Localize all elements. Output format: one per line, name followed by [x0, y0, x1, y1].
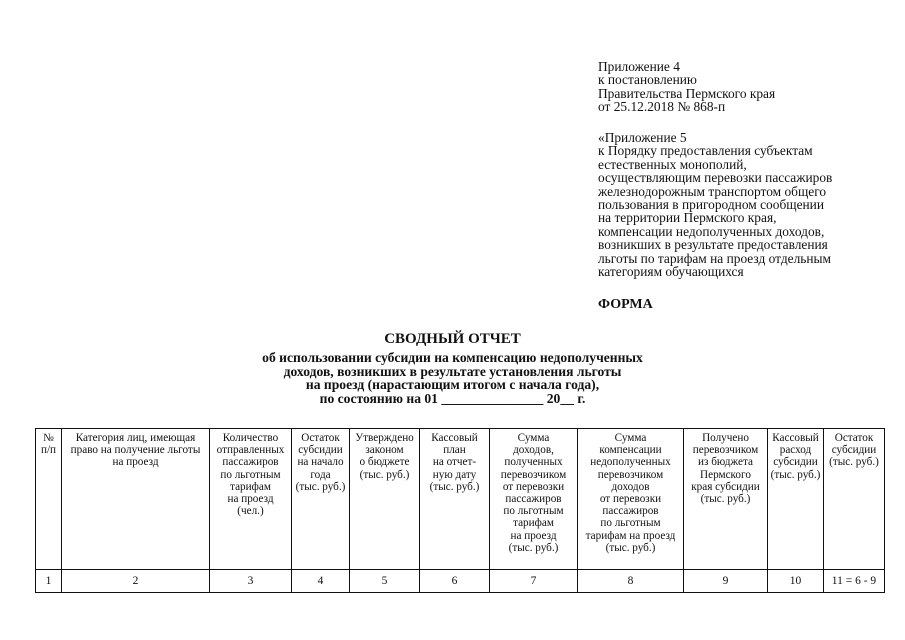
column-header-line: недополученных: [590, 456, 671, 469]
column-header-line: Утверждено: [355, 432, 414, 444]
column-header-line: о бюджете: [359, 456, 410, 469]
column-header-line: (тыс. руб.): [829, 456, 879, 469]
column-number: 9: [684, 570, 768, 593]
column-header-line: (тыс. руб.): [429, 480, 480, 493]
column-header-line: план: [443, 444, 466, 457]
column-header-line: (тыс. руб.): [770, 468, 821, 481]
column-header: [490, 429, 578, 570]
appendix-4-line: Приложение 4: [598, 59, 680, 74]
column-header-line: тарифам: [230, 480, 271, 493]
column-header: [578, 429, 684, 570]
column-header-line: ную дату: [432, 468, 477, 481]
column-header-line: (тыс. руб.): [508, 541, 559, 554]
column-header-line: из бюджета: [698, 456, 753, 469]
column-header-line: Пермского: [700, 468, 751, 481]
column-header-line: расход: [779, 444, 812, 457]
appendix-5-line: на территории Пермского края,: [598, 210, 777, 226]
column-header-line: Сумма: [517, 432, 550, 444]
subtitle-line: доходов, возникших в результате установления льготы: [283, 363, 622, 379]
form-label: ФОРМА: [598, 297, 653, 312]
column-header-line: перевозчиком: [500, 468, 567, 481]
column-header-line: края субсидии: [691, 480, 760, 493]
report-title: СВОДНЫЙ ОТЧЕТ: [384, 331, 521, 347]
appendix-4-line: Правительства Пермского края: [598, 85, 776, 101]
column-number: 7: [490, 570, 578, 593]
column-header-line: на проезд: [227, 493, 274, 506]
column-header-line: №: [43, 432, 54, 444]
subtitle-line: об использовании субсидии на компенсацию недополученных: [262, 350, 643, 365]
column-header-line: (тыс. руб.): [605, 541, 656, 554]
column-header-line: на проезд: [510, 529, 557, 542]
column-header-line: доходов,: [513, 444, 554, 457]
appendix-5-line: льготы по тарифам на проезд отдельным: [598, 250, 832, 266]
column-number: 8: [578, 570, 684, 593]
appendix-4-line: от 25.12.2018 № 868-п: [598, 99, 726, 115]
column-header-line: (тыс. руб.): [700, 493, 751, 506]
appendix-4-block: [598, 60, 898, 114]
column-header-line: субсидии: [298, 444, 343, 457]
column-header-line: п/п: [40, 444, 57, 457]
column-header-line: субсидии: [831, 444, 877, 457]
column-header-line: Кассовый: [772, 432, 819, 444]
column-number: 6: [420, 570, 490, 593]
column-header-line: законом: [365, 444, 404, 457]
column-header-line: перевозчиком: [692, 444, 759, 457]
column-header-line: доходов: [611, 480, 650, 493]
column-header-line: пассажиров: [222, 456, 279, 469]
column-header-line: Остаток: [301, 432, 340, 444]
report-subtitle: [0, 351, 905, 405]
column-header: [420, 429, 490, 570]
column-header: [62, 429, 210, 570]
column-header-line: полученных: [504, 456, 563, 469]
appendix-5-block: [598, 131, 898, 278]
column-header-line: перевозчиком: [597, 468, 664, 481]
column-header-line: компенсации: [599, 444, 662, 457]
appendix-5-line: пользования в пригородном сообщении: [598, 197, 825, 213]
column-header: [292, 429, 350, 570]
column-header-line: Категория лиц, имеющая: [75, 432, 196, 444]
column-header-line: по льготным: [600, 517, 661, 530]
column-header-line: пассажиров: [505, 493, 562, 506]
column-header: [350, 429, 420, 570]
subtitle-line: по состоянию на 01 _______________ 20__ г.: [319, 390, 586, 406]
subtitle-line: на проезд (нарастающим итогом с начала года),: [305, 377, 600, 393]
column-header-line: субсидии: [773, 456, 818, 469]
appendix-5-line: осуществляющим перевозки пассажиров: [598, 170, 833, 186]
appendix-5-line: возникших в результате предоставления: [598, 237, 828, 253]
column-header-line: (чел.): [237, 505, 264, 518]
appendix-5-line: естественных монополий,: [598, 156, 747, 172]
column-number: 4: [292, 570, 350, 593]
column-header-line: Получено: [702, 432, 749, 444]
column-header: [684, 429, 768, 570]
column-number: 10: [768, 570, 824, 593]
column-header-line: Сумма: [614, 432, 647, 444]
column-header-line: (тыс. руб.): [359, 468, 410, 481]
table-number-row: [36, 570, 885, 593]
column-number: 1: [36, 570, 62, 593]
appendix-5-line: железнодорожным транспортом общего: [598, 183, 827, 199]
appendix-5-line: категориям обучающихся: [598, 264, 744, 280]
column-header-line: года: [310, 468, 331, 481]
column-header-line: по льготным: [220, 468, 281, 481]
column-header-line: Остаток: [834, 432, 874, 444]
column-number: 2: [62, 570, 210, 593]
column-header-line: отправленных: [216, 444, 285, 457]
column-header-line: на отчет-: [432, 456, 477, 469]
column-number: 3: [210, 570, 292, 593]
column-header-line: на начало: [297, 456, 344, 469]
column-header-line: Кассовый: [431, 432, 478, 444]
column-header-line: (тыс. руб.): [295, 480, 346, 493]
column-header: [36, 429, 62, 570]
column-number: 11 = 6 - 9: [824, 570, 885, 593]
column-header-line: от перевозки: [599, 493, 662, 506]
column-header-line: Количество: [222, 432, 279, 444]
column-header-line: тарифам на проезд: [585, 529, 676, 542]
column-header: [768, 429, 824, 570]
appendix-4-line: к постановлению: [598, 72, 697, 88]
column-header: [824, 429, 885, 570]
table-header-row: [36, 429, 885, 570]
appendix-5-line: компенсации недополученных доходов,: [598, 223, 825, 239]
column-header-line: пассажиров: [602, 505, 659, 518]
column-header-line: на проезд: [112, 456, 159, 469]
appendix-5-line: к Порядку предоставления субъектам: [598, 143, 813, 159]
column-header-line: тарифам: [513, 517, 554, 530]
column-header: [210, 429, 292, 570]
column-number: 5: [350, 570, 420, 593]
column-header-line: по льготным: [503, 505, 564, 518]
column-header-line: от перевозки: [502, 480, 565, 493]
column-header-line: право на получение льготы: [70, 444, 201, 457]
report-table: [35, 428, 885, 593]
appendix-5-line: «Приложение 5: [598, 130, 687, 145]
